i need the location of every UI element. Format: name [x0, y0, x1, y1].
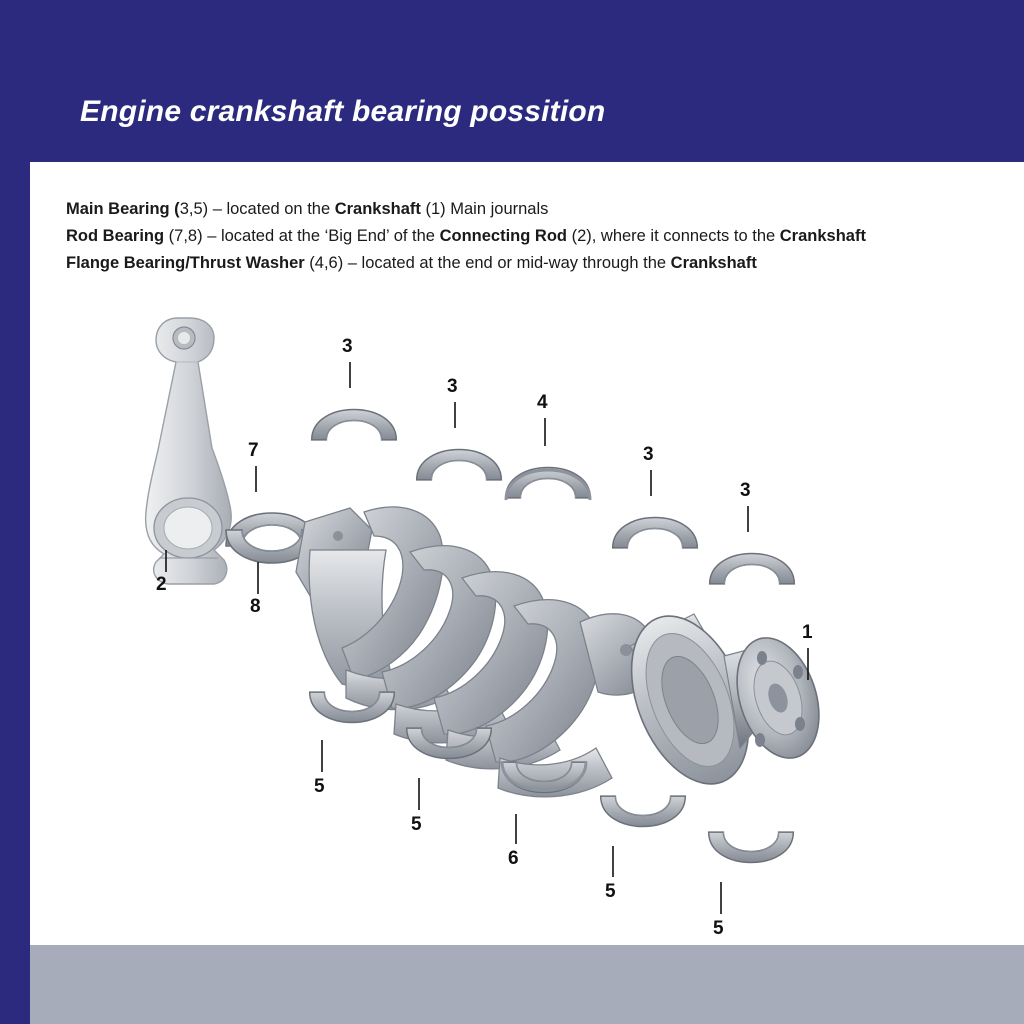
crankshaft-assembly	[296, 507, 833, 801]
svg-text:2: 2	[156, 574, 167, 595]
description-line-1	[66, 196, 996, 223]
desc-2-strong-2: Connecting Rod	[439, 227, 567, 245]
callout-3b	[447, 376, 458, 428]
svg-text:5: 5	[314, 776, 325, 797]
callout-3d	[740, 480, 751, 532]
callout-4	[537, 392, 548, 446]
svg-text:7: 7	[248, 440, 259, 461]
left-accent-stripe	[0, 0, 30, 1024]
page-title: Engine crankshaft bearing possition	[80, 95, 606, 128]
desc-3-strong-1: Flange Bearing/Thrust Washer	[66, 254, 305, 272]
desc-1-text-2: (1) Main journals	[420, 200, 549, 218]
callout-3a	[342, 336, 353, 388]
description-line-3	[66, 250, 996, 277]
desc-3-strong-2: Crankshaft	[670, 254, 757, 272]
desc-2-strong-1: Rod Bearing	[66, 227, 165, 245]
callout-8	[250, 562, 261, 617]
svg-text:3: 3	[740, 480, 751, 501]
desc-1-text-1: 3,5) – located on the	[179, 200, 335, 218]
svg-text:4: 4	[537, 392, 548, 413]
svg-text:3: 3	[447, 376, 458, 397]
desc-2-strong-3: Crankshaft	[779, 227, 866, 245]
desc-2-text-2: (2), where it connects to the	[566, 227, 780, 245]
callout-5d	[713, 882, 724, 939]
description-block	[66, 196, 996, 277]
desc-3-text-1: (4,6) – located at the end or mid-way through the	[304, 254, 671, 272]
footer-accent-stripe	[0, 945, 30, 1024]
flange-bearing-thrust-washer-upper	[506, 467, 591, 500]
connecting-rod	[146, 318, 232, 584]
callout-5b	[411, 778, 422, 835]
callout-3c	[643, 444, 654, 496]
callout-5a	[314, 740, 325, 797]
callout-6	[508, 814, 519, 869]
svg-text:6: 6	[508, 848, 519, 869]
desc-1-strong-2: Crankshaft	[334, 200, 421, 218]
svg-text:1: 1	[802, 622, 813, 643]
svg-text:8: 8	[250, 596, 261, 617]
desc-1-strong-1: Main Bearing (	[66, 200, 180, 218]
svg-text:3: 3	[643, 444, 654, 465]
footer-band	[0, 945, 1024, 1024]
header-band	[0, 0, 1024, 162]
svg-text:5: 5	[605, 881, 616, 902]
svg-text:5: 5	[713, 918, 724, 939]
callout-5c	[605, 846, 616, 902]
description-line-2	[66, 223, 996, 250]
svg-text:5: 5	[411, 814, 422, 835]
svg-text:3: 3	[342, 336, 353, 357]
crankshaft-diagram	[110, 300, 940, 945]
callout-7	[248, 440, 259, 492]
desc-2-text-1: (7,8) – located at the ‘Big End’ of the	[164, 227, 440, 245]
